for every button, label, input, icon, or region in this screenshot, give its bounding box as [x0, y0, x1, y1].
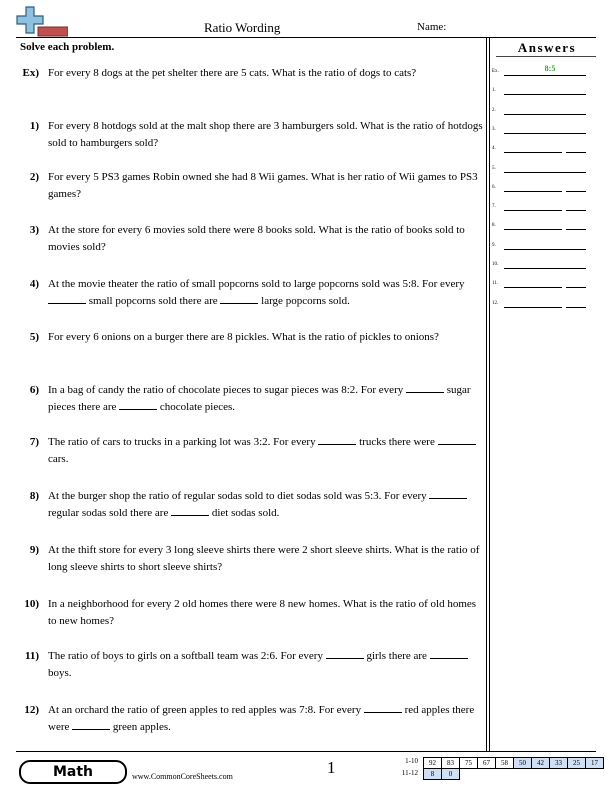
- problem-number: 2): [29, 171, 39, 183]
- problem-text-part: boys.: [48, 667, 72, 679]
- problem-text: [48, 648, 484, 682]
- problem-number: 11): [24, 650, 39, 662]
- answer-line[interactable]: [566, 287, 586, 288]
- problem-text-part: small popcorns sold there are: [86, 295, 221, 307]
- answer-label: 12.: [492, 300, 499, 306]
- answer-line[interactable]: [566, 307, 586, 308]
- problem-text-part: chocolate pieces.: [157, 401, 236, 413]
- answer-row-1: [492, 85, 596, 97]
- answer-line[interactable]: [504, 152, 562, 153]
- problem-8: [20, 488, 484, 522]
- answer-line[interactable]: [504, 172, 586, 173]
- problem-text-part: red apples there were: [48, 704, 475, 733]
- answer-line[interactable]: [504, 268, 586, 269]
- column-divider: [489, 37, 490, 751]
- answer-blank[interactable]: [318, 435, 356, 445]
- answer-row-6: [492, 182, 596, 194]
- subject-badge: Math: [19, 760, 127, 784]
- page-number: 1: [327, 758, 336, 777]
- problem-text-part: cars.: [48, 453, 69, 465]
- answers-title: Answers: [517, 40, 577, 55]
- answer-label: 6.: [492, 184, 496, 190]
- problem-text: [48, 702, 484, 736]
- score-cell: 58: [496, 758, 514, 769]
- problem-text-part: large popcorns sold.: [258, 295, 350, 307]
- problem-text: [48, 488, 484, 522]
- page-title: Ratio Wording: [204, 20, 281, 35]
- problem-number: 8): [29, 490, 39, 502]
- problem-text: For every 6 onions on a burger there are 8 pickles. What is the ratio of pickles to onions?: [48, 331, 439, 343]
- problem-text: In a neighborhood for every 2 old homes there were 8 new homes. What is the ratio of old homes to new homes?: [48, 598, 477, 627]
- problem-number: 7): [29, 436, 39, 448]
- score-cell: 50: [514, 758, 532, 769]
- problem-number: 3): [29, 224, 39, 236]
- answer-row-7: [492, 201, 596, 213]
- problem-12: [20, 702, 484, 736]
- problem-text: [48, 382, 484, 416]
- answer-row-10: [492, 259, 596, 271]
- problem-3: [20, 222, 484, 256]
- answer-row-3: [492, 124, 596, 136]
- problem-text: [48, 434, 484, 468]
- answer-line[interactable]: [504, 307, 562, 308]
- answer-label: 7.: [492, 204, 496, 210]
- problem-number: 1): [29, 120, 39, 132]
- answer-line[interactable]: [504, 133, 586, 134]
- problem-text: At the thift store for every 3 long sleeve shirts there were 2 short sleeve shirts. What is the ratio of long sleeve shirts to short sleeve shirts?: [48, 544, 480, 573]
- answer-label: 4.: [492, 146, 496, 152]
- answer-row-5: [492, 163, 596, 175]
- problem-text-part: At the burger shop the ratio of regular sodas sold to diet sodas sold was 5:3. For every: [48, 490, 430, 502]
- score-row-label: 1-10: [405, 757, 418, 765]
- answer-blank[interactable]: [48, 294, 86, 304]
- problem-9: [20, 542, 484, 576]
- problem-text-part: The ratio of cars to trucks in a parking lot was 3:2. For every: [48, 436, 319, 448]
- score-cell: 83: [442, 758, 460, 769]
- answer-row-12: [492, 298, 596, 310]
- problem-1: [20, 118, 484, 152]
- problem-text-part: sugar pieces there are: [48, 384, 471, 413]
- answer-line[interactable]: [504, 191, 562, 192]
- answer-row-11: [492, 278, 596, 290]
- score-cell: 75: [460, 758, 478, 769]
- answer-blank[interactable]: [406, 383, 444, 393]
- answer-row-2: [492, 105, 596, 117]
- score-cell: 8: [424, 769, 442, 780]
- answer-row-8: [492, 220, 596, 232]
- problem-text-part: At an orchard the ratio of green apples to red apples was 7:8. For every: [48, 704, 364, 716]
- answer-blank[interactable]: [119, 400, 157, 410]
- answer-row-example: [492, 66, 596, 78]
- answer-label: 11.: [492, 281, 499, 287]
- answer-blank[interactable]: [364, 703, 402, 713]
- problem-5: [20, 329, 484, 346]
- answer-label: 2.: [492, 107, 496, 113]
- score-row-label: 11-12: [401, 769, 418, 777]
- footer-divider: [16, 751, 596, 752]
- name-label: Name:: [417, 21, 447, 33]
- answer-line[interactable]: [504, 287, 562, 288]
- answer-blank[interactable]: [438, 435, 476, 445]
- answer-label: 1.: [492, 88, 496, 94]
- answer-blank[interactable]: [220, 294, 258, 304]
- instructions: Solve each problem.: [20, 41, 115, 53]
- problem-text: At the store for every 6 movies sold there were 8 books sold. What is the ratio of books sold to movies sold?: [48, 224, 465, 253]
- problem-2: [20, 169, 484, 203]
- problem-text: For every 5 PS3 games Robin owned she had 8 Wii games. What is her ratio of Wii games to PS3 games?: [48, 171, 478, 200]
- problem-text: For every 8 hotdogs sold at the malt shop there are 3 hamburgers sold. What is the ratio of hotdogs sold to hamburgers sold?: [48, 120, 483, 149]
- plus-logo-icon: [16, 6, 68, 38]
- score-cell: 25: [568, 758, 586, 769]
- example-problem: [20, 65, 484, 82]
- answer-line[interactable]: [504, 210, 562, 211]
- answer-blank[interactable]: [171, 506, 209, 516]
- problem-text: [48, 276, 484, 310]
- problem-7: [20, 434, 484, 468]
- problem-text-part: diet sodas sold.: [209, 507, 280, 519]
- answer-blank[interactable]: [326, 649, 364, 659]
- answer-line[interactable]: [504, 249, 586, 250]
- problem-text: For every 8 dogs at the pet shelter there are 5 cats. What is the ratio of dogs to cats?: [48, 67, 417, 79]
- score-cell: 0: [442, 769, 460, 780]
- answer-blank[interactable]: [430, 649, 468, 659]
- problem-text-part: In a bag of candy the ratio of chocolate pieces to sugar pieces was 8:2. For every: [48, 384, 406, 396]
- problem-number: 12): [24, 704, 39, 716]
- answer-label: 5.: [492, 165, 496, 171]
- problem-text-part: regular sodas sold there are: [48, 507, 172, 519]
- answers-title-underline: [496, 56, 596, 57]
- answer-label: Ex.: [492, 69, 499, 74]
- problem-4: [20, 276, 484, 310]
- answer-row-4: [492, 143, 596, 155]
- answer-blank[interactable]: [72, 720, 110, 730]
- score-cell: 42: [532, 758, 550, 769]
- problem-number: 4): [29, 278, 39, 290]
- example-answer: 8:5: [544, 64, 556, 73]
- answer-label: 3.: [492, 126, 496, 132]
- answer-line[interactable]: [504, 94, 586, 95]
- problem-number: 5): [29, 331, 39, 343]
- score-cell: 67: [478, 758, 496, 769]
- problem-text-part: green apples.: [110, 721, 171, 733]
- answer-line[interactable]: [566, 191, 586, 192]
- problem-number: 6): [29, 384, 39, 396]
- answer-line[interactable]: [504, 114, 586, 115]
- score-cell: 33: [550, 758, 568, 769]
- answer-line[interactable]: [566, 152, 586, 153]
- answer-line[interactable]: [504, 229, 562, 230]
- problem-10: [20, 596, 484, 630]
- answer-label: 10.: [492, 262, 499, 267]
- problem-number: Ex): [22, 67, 39, 79]
- score-cell: 17: [586, 758, 604, 769]
- answer-label: 9.: [492, 242, 496, 248]
- problem-text-part: trucks there were: [356, 436, 438, 448]
- score-cell: 92: [424, 758, 442, 769]
- problem-number: 10): [24, 598, 39, 610]
- answer-blank[interactable]: [429, 489, 467, 499]
- website-link[interactable]: www.CommonCoreSheets.com: [132, 772, 233, 781]
- problem-11: [20, 648, 484, 682]
- header-divider: [16, 37, 596, 38]
- column-divider: [486, 37, 487, 751]
- answer-line: [504, 75, 586, 76]
- answer-label: 8.: [492, 223, 496, 229]
- problem-6: [20, 382, 484, 416]
- score-table-row-2: [423, 768, 460, 780]
- problem-text-part: At the movie theater the ratio of small popcorns sold to large popcorns sold was 5:8. For every: [48, 278, 465, 290]
- answer-line[interactable]: [566, 229, 586, 230]
- problem-text-part: girls there are: [363, 650, 430, 662]
- answer-line[interactable]: [566, 210, 586, 211]
- problem-text-part: The ratio of boys to girls on a softball team was 2:6. For every: [48, 650, 326, 662]
- answer-row-9: [492, 240, 596, 252]
- problem-number: 9): [29, 544, 39, 556]
